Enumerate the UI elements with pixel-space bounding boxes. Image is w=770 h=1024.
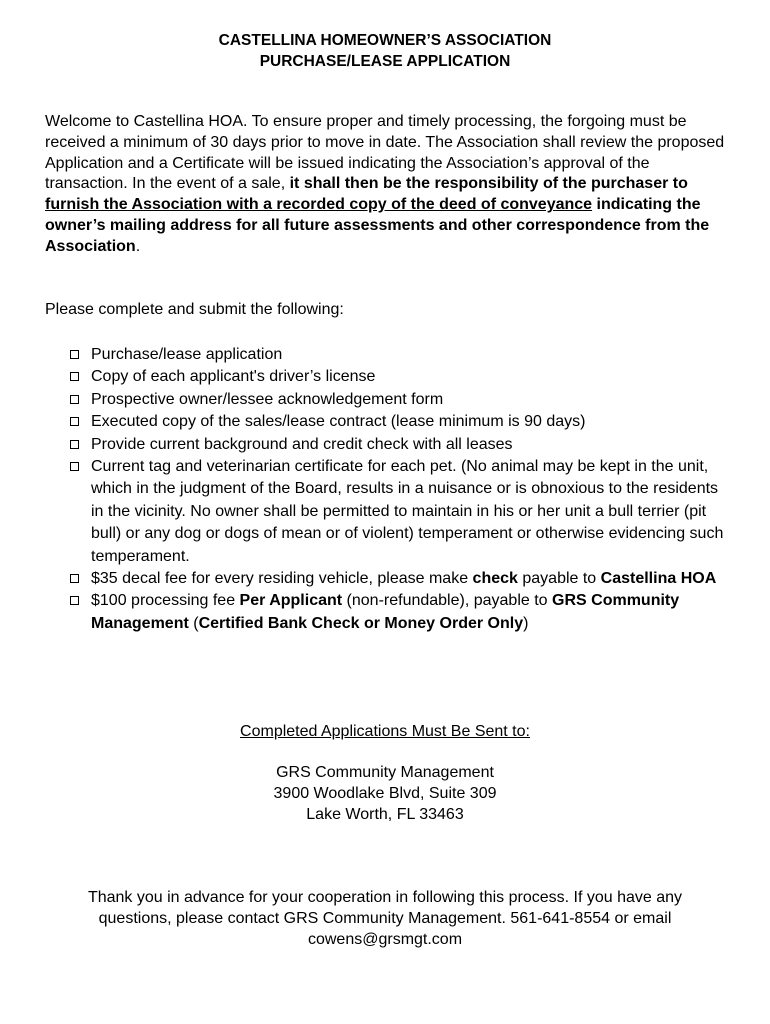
footer-line-1: Thank you in advance for your cooperation in following this process. If you have any [87, 889, 683, 906]
send-city: Lake Worth, FL 33463 [306, 806, 464, 823]
checklist-item: $100 processing fee Per Applicant (non-refundable), payable to GRS Community Management (Certified Bank Check or Money Order Only) [68, 590, 728, 635]
intro-bold-2: indicating the owner’s mailing address for all future assessments and other correspondence from the Association [45, 196, 710, 255]
checkbox-icon [70, 395, 79, 404]
footer-email: cowens@grsmgt.com [307, 931, 463, 948]
intro-paragraph [45, 112, 725, 258]
footer-line-2: questions, please contact GRS Community Management. 561-641-8554 or email [98, 910, 672, 927]
intro-underlined: furnish the Association with a recorded copy of the deed of conveyance [45, 196, 593, 214]
checklist-prompt: Please complete and submit the following: [45, 301, 344, 318]
intro-text-1: Welcome to Castellina HOA. To ensure proper and timely processing, the forgoing must be received a minimum of 30 days prior to move in date. The Association shall review the proposed Application and a Certificate will be issued indicating the Association’s approval of the transaction. In the event of a sale, [45, 113, 725, 193]
document-subtitle: PURCHASE/LEASE APPLICATION [259, 53, 511, 70]
checklist-item: Copy of each applicant's driver’s license [68, 366, 728, 388]
send-street: 3900 Woodlake Blvd, Suite 309 [273, 785, 497, 802]
checkbox-icon [70, 574, 79, 583]
checklist-item: Provide current background and credit check with all leases [68, 434, 728, 456]
send-heading: Completed Applications Must Be Sent to: [240, 723, 530, 740]
requirements-checklist [68, 344, 728, 635]
checklist-item: Purchase/lease application [68, 344, 728, 366]
checklist-item: Executed copy of the sales/lease contract (lease minimum is 90 days) [68, 411, 728, 433]
checklist-item: Current tag and veterinarian certificate for each pet. (No animal may be kept in the unit, which in the judgment of the Board, results in a nuisance or is obnoxious to the residents in the vicinity. No owner shall be permitted to maintain in his or her unit a bull terrier (pit bull) or any dog or dogs of mean or of violent) temperament or otherwise evidencing such temperament. [68, 456, 728, 568]
checklist-item: Prospective owner/lessee acknowledgement form [68, 389, 728, 411]
checkbox-icon [70, 462, 79, 471]
checkbox-icon [70, 417, 79, 426]
document-title: CASTELLINA HOMEOWNER’S ASSOCIATION [218, 32, 552, 49]
checkbox-icon [70, 350, 79, 359]
intro-bold-1: it shall then be the responsibility of the purchaser to [289, 175, 688, 193]
checkbox-icon [70, 596, 79, 605]
checklist-item: $35 decal fee for every residing vehicle, please make check payable to Castellina HOA [68, 568, 728, 590]
send-company: GRS Community Management [276, 764, 494, 781]
intro-text-2: . [135, 237, 141, 255]
checkbox-icon [70, 440, 79, 449]
checkbox-icon [70, 372, 79, 381]
